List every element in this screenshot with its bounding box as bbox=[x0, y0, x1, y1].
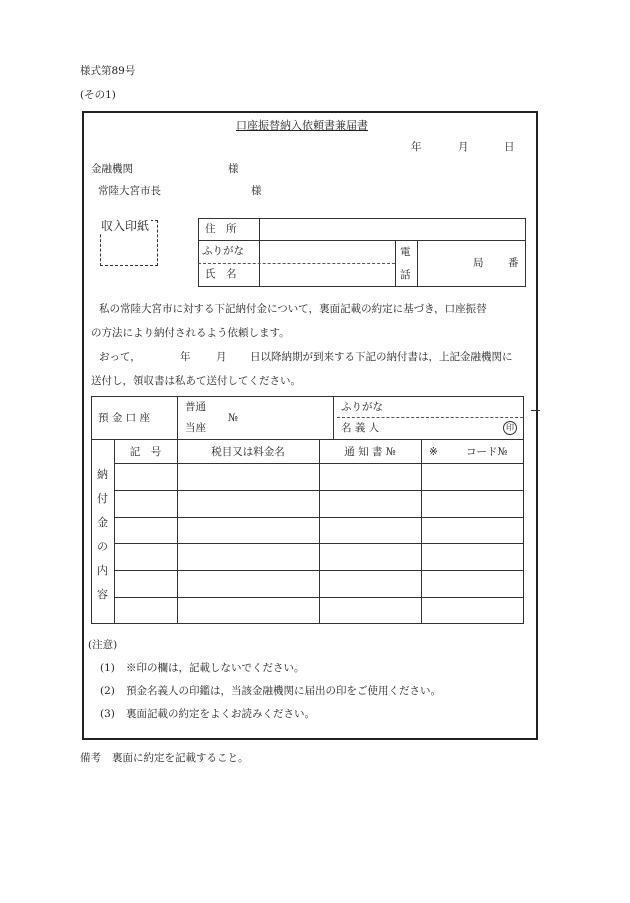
date-day: 日 bbox=[504, 141, 515, 153]
note-text: 預金名義人の印鑑は，当該金融機関に届出の印をご使用ください。 bbox=[126, 685, 441, 697]
holder-label: 名 義 人 bbox=[341, 422, 380, 434]
col-header-notice-no: 通 知 書 № bbox=[344, 446, 396, 458]
body-p2-year: 年 bbox=[180, 351, 191, 363]
body-p2-rest: 日以降納期が到来する下記の納付書は，上記金融機関に bbox=[250, 351, 513, 363]
notes-heading: (注意) bbox=[88, 639, 118, 651]
account-type-current[interactable]: 当座 bbox=[185, 422, 206, 434]
note-number: (2) bbox=[100, 685, 115, 697]
tel-label-2: 話 bbox=[400, 269, 411, 281]
body-p1-line2: の方法により納付されるよう依頼します。 bbox=[91, 327, 290, 339]
body-p1-line1: 私の常陸大宮市に対する下記納付金について，裏面記載の約定に基づき，口座振替 bbox=[99, 303, 487, 315]
col-header-item: 税目又は料金名 bbox=[211, 446, 285, 458]
col-header-code: コード№ bbox=[466, 446, 508, 458]
seal-mark-icon: 印 bbox=[503, 421, 517, 435]
col-header-mark: ※ bbox=[429, 446, 438, 458]
date-month: 月 bbox=[458, 141, 469, 153]
body-p2-line2: 送付し，領収書は私あて送付してください。 bbox=[91, 375, 301, 387]
side-label-char: 納 bbox=[97, 468, 108, 481]
holder-furigana-label: ふりがな bbox=[341, 401, 383, 413]
side-label-char: 金 bbox=[97, 516, 108, 529]
note-text: 裏面記載の約定をよくお読みください。 bbox=[126, 708, 315, 720]
body-p2-month: 月 bbox=[216, 351, 227, 363]
recipient-bank-honorific: 様 bbox=[228, 163, 239, 175]
account-number-field[interactable] bbox=[245, 400, 331, 437]
form-title: 口座振替納入依頼書兼届書 bbox=[236, 119, 368, 132]
tel-field[interactable] bbox=[420, 242, 524, 285]
revenue-stamp-box bbox=[100, 220, 158, 266]
body-p2-intro: おって， bbox=[99, 351, 141, 363]
recipient-bank: 金融機関 bbox=[91, 163, 133, 175]
name-field[interactable] bbox=[262, 265, 394, 285]
revenue-stamp-label: 収入印紙 bbox=[101, 219, 150, 233]
side-label-char: 付 bbox=[97, 492, 108, 505]
address-field[interactable] bbox=[262, 220, 524, 239]
side-label-char: 内 bbox=[97, 564, 108, 577]
note-text: ※印の欄は，記載しないでください。 bbox=[126, 662, 305, 674]
tel-number-label: 番 bbox=[508, 257, 519, 269]
account-label: 預 金 口 座 bbox=[98, 412, 151, 424]
side-label-char: 容 bbox=[97, 588, 108, 601]
form-number: 様式第89号 bbox=[80, 65, 136, 77]
tel-exchange-label: 局 bbox=[473, 257, 484, 269]
account-type-ordinary[interactable]: 普通 bbox=[185, 401, 206, 413]
furigana-label: ふりがな bbox=[202, 245, 244, 257]
remark-label: 備考 bbox=[80, 752, 101, 764]
note-number: (1) bbox=[100, 662, 115, 674]
furigana-field[interactable] bbox=[262, 242, 394, 262]
note-number: (3) bbox=[100, 708, 115, 720]
side-label-char: の bbox=[97, 540, 108, 553]
form-sub-number: (その1) bbox=[80, 89, 116, 101]
account-no-label: № bbox=[228, 412, 238, 424]
edge-tick bbox=[531, 410, 540, 411]
address-label: 住 所 bbox=[205, 223, 237, 235]
recipient-mayor: 常陸大宮市長 bbox=[98, 185, 161, 197]
remark-text: 裏面に約定を記載すること。 bbox=[112, 752, 249, 764]
recipient-mayor-honorific: 様 bbox=[251, 185, 262, 197]
holder-name-field[interactable] bbox=[395, 420, 495, 437]
tel-label-1: 電 bbox=[400, 246, 411, 258]
date-year: 年 bbox=[411, 141, 422, 153]
name-label: 氏 名 bbox=[205, 268, 237, 280]
col-header-symbol: 記 号 bbox=[129, 446, 162, 458]
